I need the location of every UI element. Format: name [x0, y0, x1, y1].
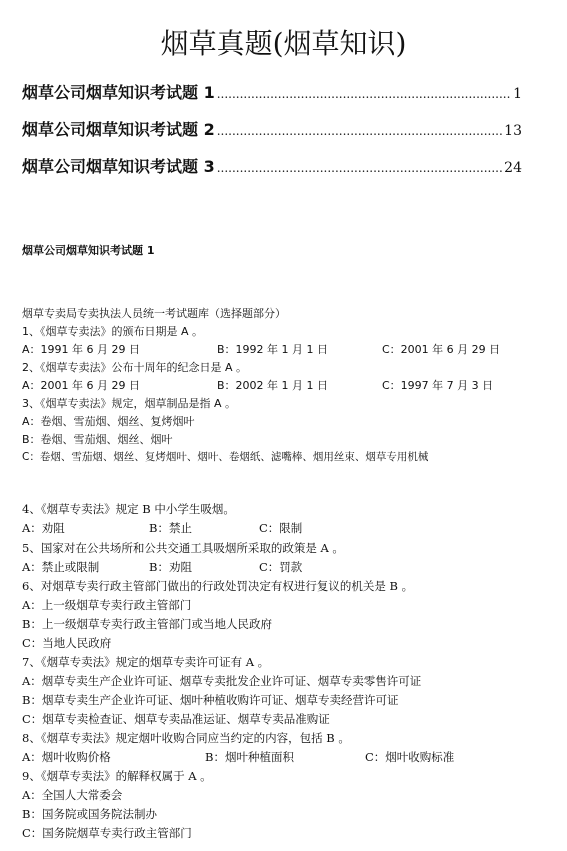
toc-entry[interactable]	[22, 80, 522, 103]
question-text: 9、《烟草专卖法》的解释权属于 A 。	[22, 769, 212, 783]
option-c	[22, 711, 542, 727]
option-b: B：烟叶种植面积	[205, 750, 294, 764]
option-b	[22, 692, 542, 708]
question-text: 1、《烟草专卖法》的颁布日期是 A 。	[22, 325, 204, 338]
options-row	[22, 749, 542, 765]
option-a-text: A：上一级烟草专卖行政主管部门	[22, 598, 192, 612]
option-b-text: B：上一级烟草专卖行政主管部门或当地人民政府	[22, 617, 272, 631]
option-a: A：烟叶收购价格	[22, 750, 111, 764]
exam-subtitle: 烟草专卖局专卖执法人员统一考试题库（选择题部分）	[22, 307, 286, 320]
toc-entry-label: 烟草公司烟草知识考试题 2	[22, 120, 215, 139]
option-a	[22, 597, 542, 613]
option-b-text: B：卷烟、雪茄烟、烟丝、烟叶	[22, 433, 173, 446]
question-text: 4、《烟草专卖法》规定 B 中小学生吸烟。	[22, 502, 235, 516]
question-text: 7、《烟草专卖法》规定的烟草专卖许可证有 A 。	[22, 655, 270, 669]
option-c: C：限制	[259, 521, 303, 535]
option-c	[22, 635, 542, 651]
toc-page-number: 1	[513, 86, 522, 102]
option-b-text: B：国务院或国务院法制办	[22, 807, 157, 821]
option-b	[22, 806, 542, 822]
option-b-text: B：烟草专卖生产企业许可证、烟叶种植收购许可证、烟草专卖经营许可证	[22, 693, 399, 707]
option-b: B：2002 年 1 月 1 日	[217, 379, 329, 392]
toc-leader	[217, 87, 511, 101]
option-c: C：1997 年 7 月 3 日	[382, 379, 494, 392]
options-row	[22, 377, 542, 393]
option-a-text: A：全国人大常委会	[22, 788, 123, 802]
options-row	[22, 520, 542, 536]
question-text: 5、国家对在公共场所和公共交通工具吸烟所采取的政策是 A 。	[22, 541, 344, 555]
toc-entry-label: 烟草公司烟草知识考试题 1	[22, 83, 215, 102]
option-c-text: C：国务院烟草专卖行政主管部门	[22, 826, 192, 840]
option-c: C：罚款	[259, 560, 303, 574]
question-text: 3、《烟草专卖法》规定，烟草制品是指 A 。	[22, 397, 237, 410]
option-a-text: A：卷烟、雪茄烟、烟丝、复烤烟叶	[22, 415, 195, 428]
option-b: B：禁止	[149, 521, 192, 535]
option-a: A：1991 年 6 月 29 日	[22, 343, 140, 356]
option-c	[22, 449, 542, 465]
option-c: C：烟叶收购标准	[365, 750, 455, 764]
toc-leader	[217, 124, 502, 138]
option-a: A：2001 年 6 月 29 日	[22, 379, 140, 392]
option-b: B：劝阻	[149, 560, 192, 574]
option-c-text: C：烟草专卖检查证、烟草专卖品准运证、烟草专卖品准购证	[22, 712, 330, 726]
toc-entry[interactable]	[22, 117, 522, 140]
toc-entry-label: 烟草公司烟草知识考试题 3	[22, 157, 215, 176]
option-a	[22, 787, 542, 803]
document-title: 烟草真题(烟草知识)	[160, 27, 407, 60]
options-row	[22, 559, 542, 575]
option-a	[22, 413, 542, 429]
options-row	[22, 341, 542, 357]
question-text: 6、对烟草专卖行政主管部门做出的行政处罚决定有权进行复议的机关是 B 。	[22, 579, 414, 593]
section-heading: 烟草公司烟草知识考试题 1	[22, 244, 155, 257]
option-a-text: A：烟草专卖生产企业许可证、烟草专卖批发企业许可证、烟草专卖零售许可证	[22, 674, 422, 688]
option-c-text: C：当地人民政府	[22, 636, 112, 650]
option-a	[22, 673, 542, 689]
option-b: B：1992 年 1 月 1 日	[217, 343, 329, 356]
option-c	[22, 825, 542, 841]
option-b	[22, 616, 542, 632]
toc-page-number: 13	[504, 123, 522, 139]
question-text: 8、《烟草专卖法》规定烟叶收购合同应当约定的内容，包括 B 。	[22, 731, 350, 745]
option-a: A：禁止或限制	[22, 560, 100, 574]
option-c-text: C：卷烟、雪茄烟、烟丝、复烤烟叶、烟叶、卷烟纸、滤嘴棒、烟用丝束、烟草专用机械	[22, 451, 429, 463]
option-c: C：2001 年 6 月 29 日	[382, 343, 501, 356]
option-a: A：劝阻	[22, 521, 65, 535]
toc-leader	[217, 161, 502, 175]
toc-entry[interactable]	[22, 154, 522, 177]
toc-page-number: 24	[504, 160, 522, 176]
option-b	[22, 431, 542, 447]
question-text: 2、《烟草专卖法》公布十周年的纪念日是 A 。	[22, 361, 248, 374]
